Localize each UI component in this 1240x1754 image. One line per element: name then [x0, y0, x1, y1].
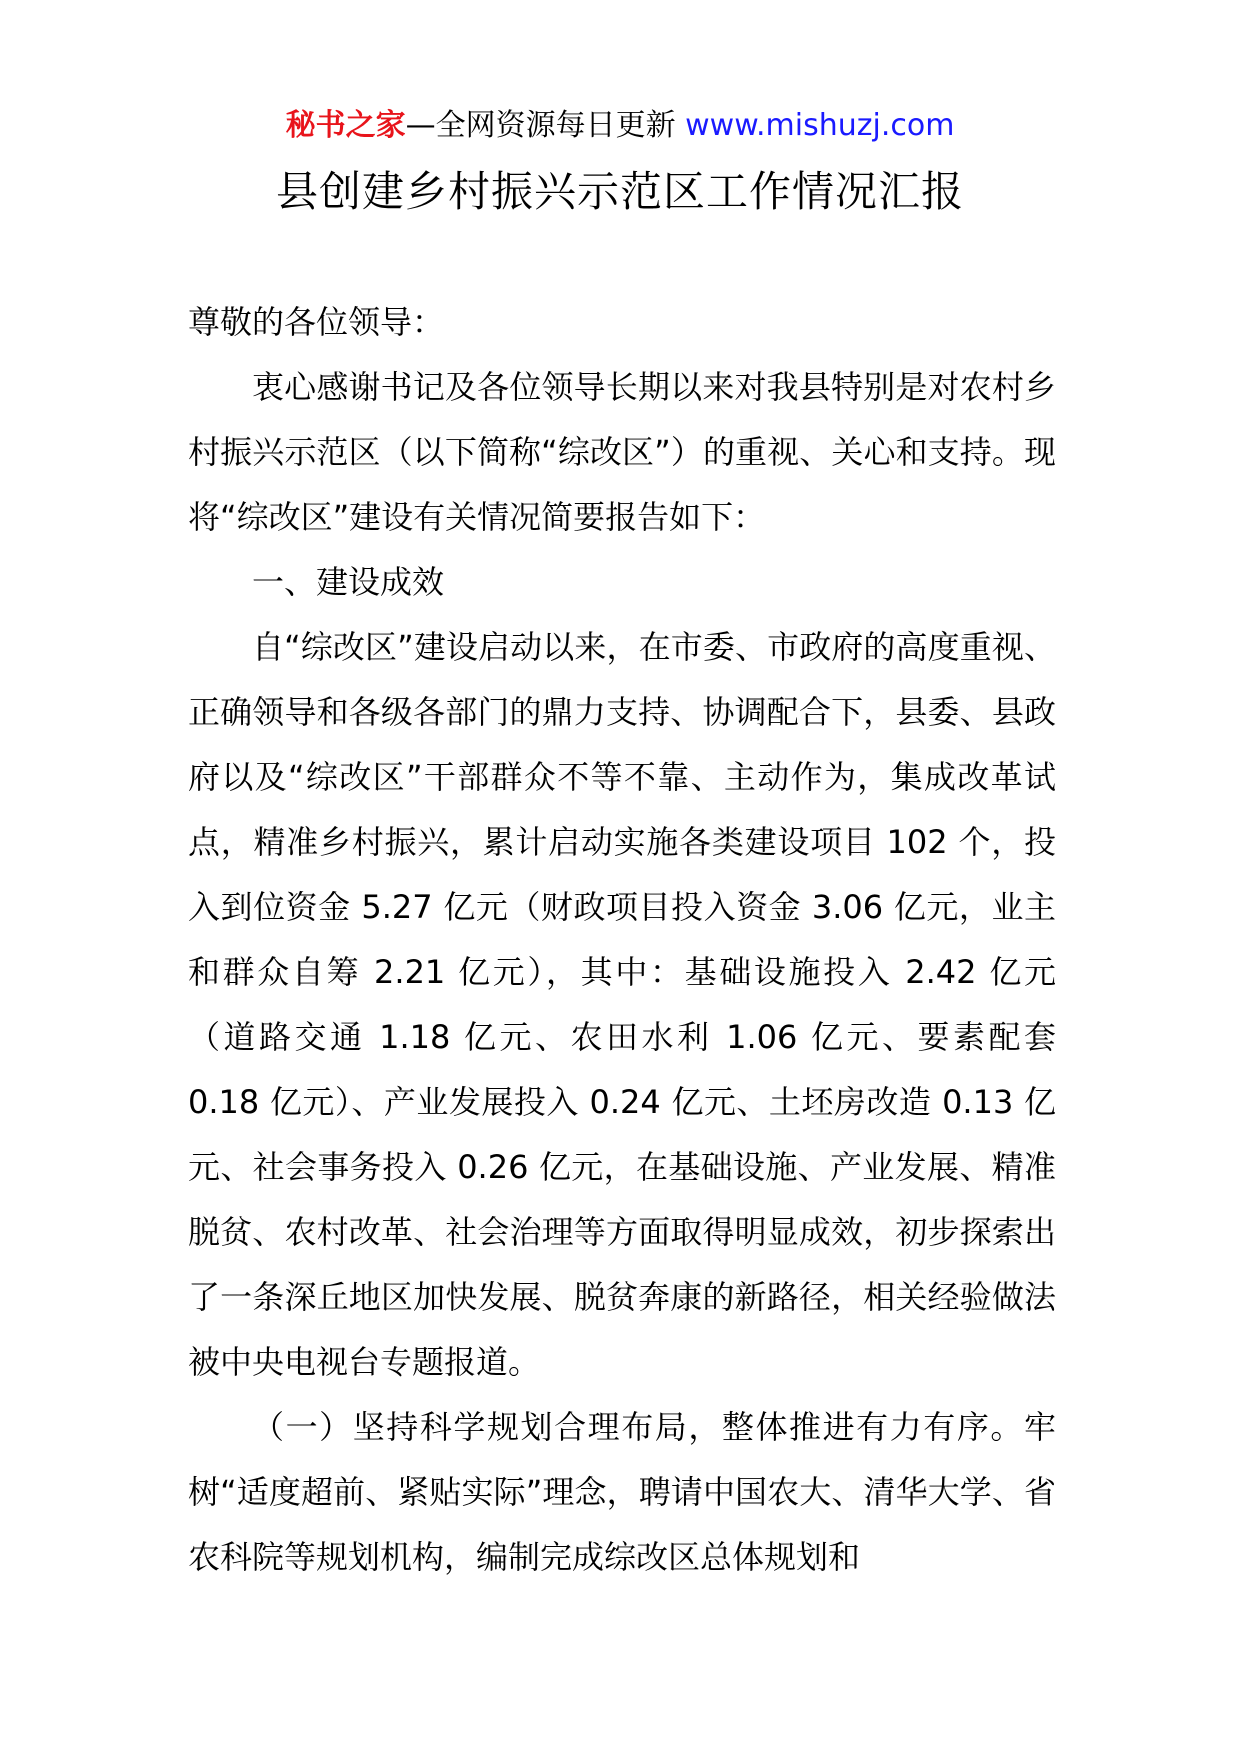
salutation: 尊敬的各位领导：	[188, 303, 445, 341]
paragraph-planning: （一）坚持科学规划合理布局，整体推进有力有序。牢树“适度超前、紧贴实际”理念，聘请中国农大、清华大学、省农科院等规划机构，编制完成综改区总体规划和	[188, 1408, 1056, 1576]
document-body	[188, 290, 1056, 1590]
brand-name: 秘书之家	[285, 108, 406, 143]
site-url-link[interactable]: www.mishuzj.com	[685, 108, 955, 143]
header-tagline: —全网资源每日更新	[405, 108, 676, 143]
paragraph-intro: 衷心感谢书记及各位领导长期以来对我县特别是对农村乡村振兴示范区（以下简称“综改区”）的重视、关心和支持。现将“综改区”建设有关情况简要报告如下：	[188, 368, 1056, 536]
site-header	[0, 104, 1240, 148]
document-title: 县创建乡村振兴示范区工作情况汇报	[275, 167, 964, 216]
paragraph-achievements: 自“综改区”建设启动以来，在市委、市政府的高度重视、正确领导和各级各部门的鼎力支持、协调配合下，县委、县政府以及“综改区”干部群众不等不靠、主动作为，集成改革试点，精准乡村振兴，累计启动实施各类建设项目 102 个，投入到位资金 5.27 亿元（财政项目投入资金 3.06 亿元，业主和群众自筹 2.21 亿元），其中：基础设施投入 2.42 亿元（道路交通 1.18 亿元、农田水利 1.06 亿元、要素配套 0.18 亿元）、产业发展投入 0.24 亿元、土坯房改造 0.13 亿元、社会事务投入 0.26 亿元，在基础设施、产业发展、精准脱贫、农村改革、社会治理等方面取得明显成效，初步探索出了一条深丘地区加快发展、脱贫奔康的新路径，相关经验做法被中央电视台专题报道。	[188, 628, 1056, 1381]
section-heading: 一、建设成效	[252, 563, 445, 601]
